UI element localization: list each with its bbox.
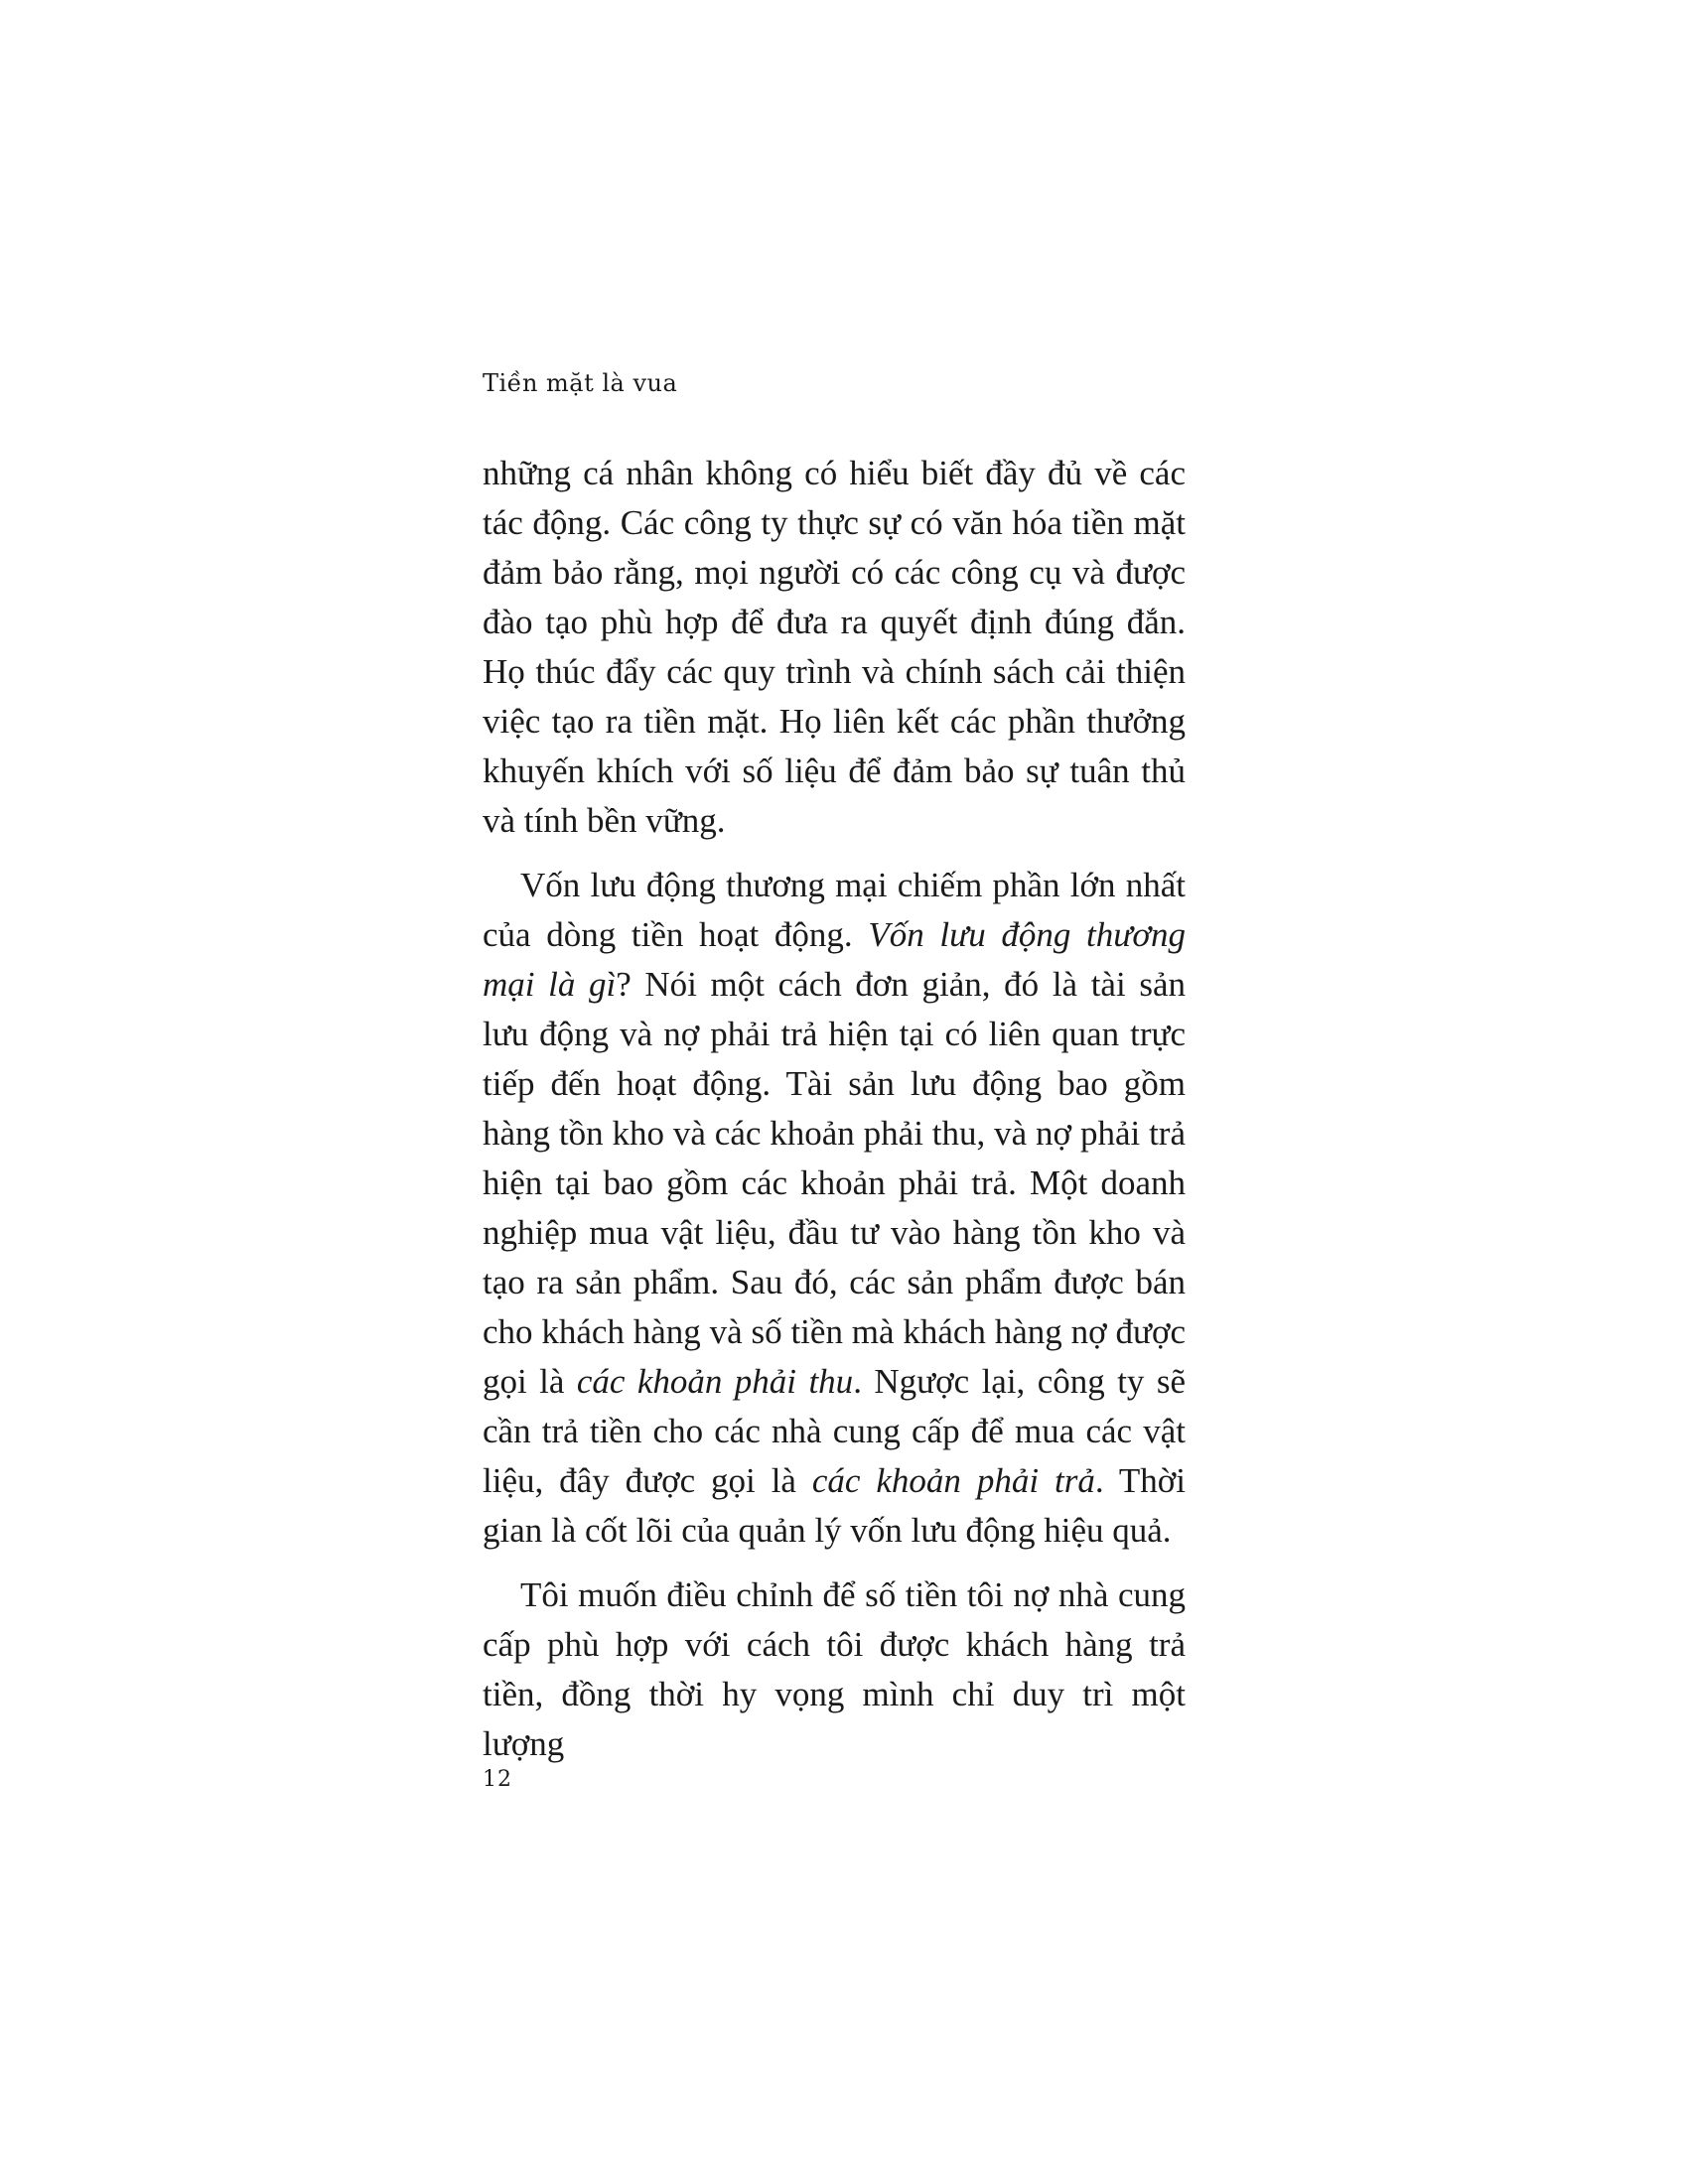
- paragraph-1: những cá nhân không có hiểu biết đầy đủ về các tác động. Các công ty thực sự có văn hóa tiền mặt đảm bảo rằng, mọi người có các công cụ và được đào tạo phù hợp để đưa ra quyết định đúng đắn. Họ thúc đẩy các quy trình và chính sách cải thiện việc tạo ra tiền mặt. Họ liên kết các phần thưởng khuyến khích với số liệu để đảm bảo sự tuân thủ và tính bền vững.: [483, 454, 1186, 840]
- body-text: [483, 449, 1186, 1769]
- paragraph-2-text-3: . Ngược lại, công ty sẽ cần trả tiền cho các nhà cung cấp để mua các vật liệu, đây được gọi là: [483, 1362, 1187, 1500]
- page-number: 12: [483, 1767, 512, 1792]
- paragraph-2-text-2: ? Nói một cách đơn giản, đó là tài sản lưu động và nợ phải trả hiện tại có liên quan trực tiếp đến hoạt động. Tài sản lưu động bao gồm hàng tồn kho và các khoản phải thu, và nợ phải trả hiện tại bao gồm các khoản phải trả. Một doanh nghiệp mua vật liệu, đầu tư vào hàng tồn kho và tạo ra sản phẩm. Sau đó, các sản phẩm được bán cho khách hàng và số tiền mà khách hàng nợ được gọi là: [483, 965, 1186, 1401]
- italic-term-receivables: các khoản phải thu: [576, 1362, 854, 1401]
- paragraph-2-text-1: Vốn lưu động thương mại chiếm phần lớn nhất của dòng tiền hoạt động.: [483, 866, 1186, 954]
- paragraph-2-text-4: . Thời gian là cốt lõi của quản lý vốn lưu động hiệu quả.: [483, 1461, 1186, 1550]
- italic-term-working-capital: Vốn lưu động thương mại là gì: [483, 915, 1186, 1004]
- paragraph-2: [483, 861, 1186, 1556]
- italic-term-payables: các khoản phải trả: [811, 1461, 1095, 1500]
- running-header: Tiền mặt là vua: [483, 369, 678, 397]
- paragraph-3: Tôi muốn điều chỉnh để số tiền tôi nợ nhà cung cấp phù hợp với cách tôi được khách hàng trả tiền, đồng thời hy vọng mình chỉ duy trì một lượng: [483, 1575, 1186, 1763]
